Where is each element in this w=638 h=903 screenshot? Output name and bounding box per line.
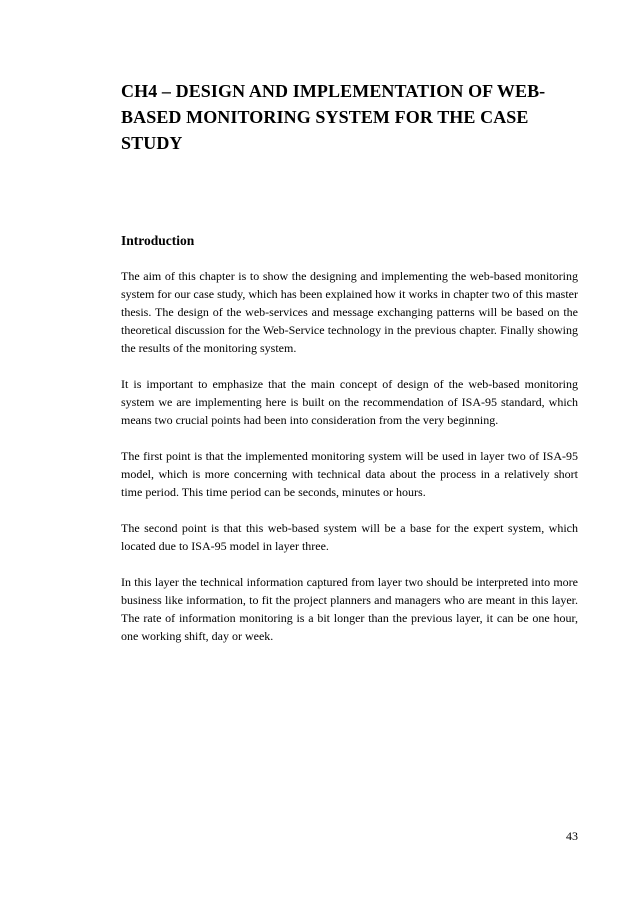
body-text (121, 267, 578, 663)
paragraph-4: The second point is that this web-based system will be a base for the expert system, which located due to ISA-95 model in layer three. (121, 521, 578, 553)
paragraph-1: The aim of this chapter is to show the designing and implementing the web-based monitoring system for our case study, which has been explained how it works in chapter two of this master thesis. The design of the web-services and message exchanging patterns will be based on the theoretical discussion for the Web-Service technology in the previous chapter. Finally showing the results of the monitoring system. (121, 269, 578, 355)
page-number: 43 (566, 829, 578, 843)
paragraph-2: It is important to emphasize that the main concept of design of the web-based monitoring system we are implementing here is built on the recommendation of ISA-95 standard, which means two crucial points had been into consideration from the very beginning. (121, 377, 578, 427)
paragraph-3: The first point is that the implemented monitoring system will be used in layer two of ISA-95 model, which is more concerning with technical data about the process in a relatively short time period. This time period can be seconds, minutes or hours. (121, 449, 578, 499)
section-heading: Introduction (121, 233, 195, 248)
paragraph-5: In this layer the technical information captured from layer two should be interpreted into more business like information, to fit the project planners and managers who are meant in this layer. The rate of information monitoring is a bit longer than the previous layer, it can be one hour, one working shift, day or week. (121, 575, 578, 643)
chapter-title: CH4 – DESIGN AND IMPLEMENTATION OF WEB-BASED MONITORING SYSTEM FOR THE CASE STUDY (121, 81, 546, 153)
